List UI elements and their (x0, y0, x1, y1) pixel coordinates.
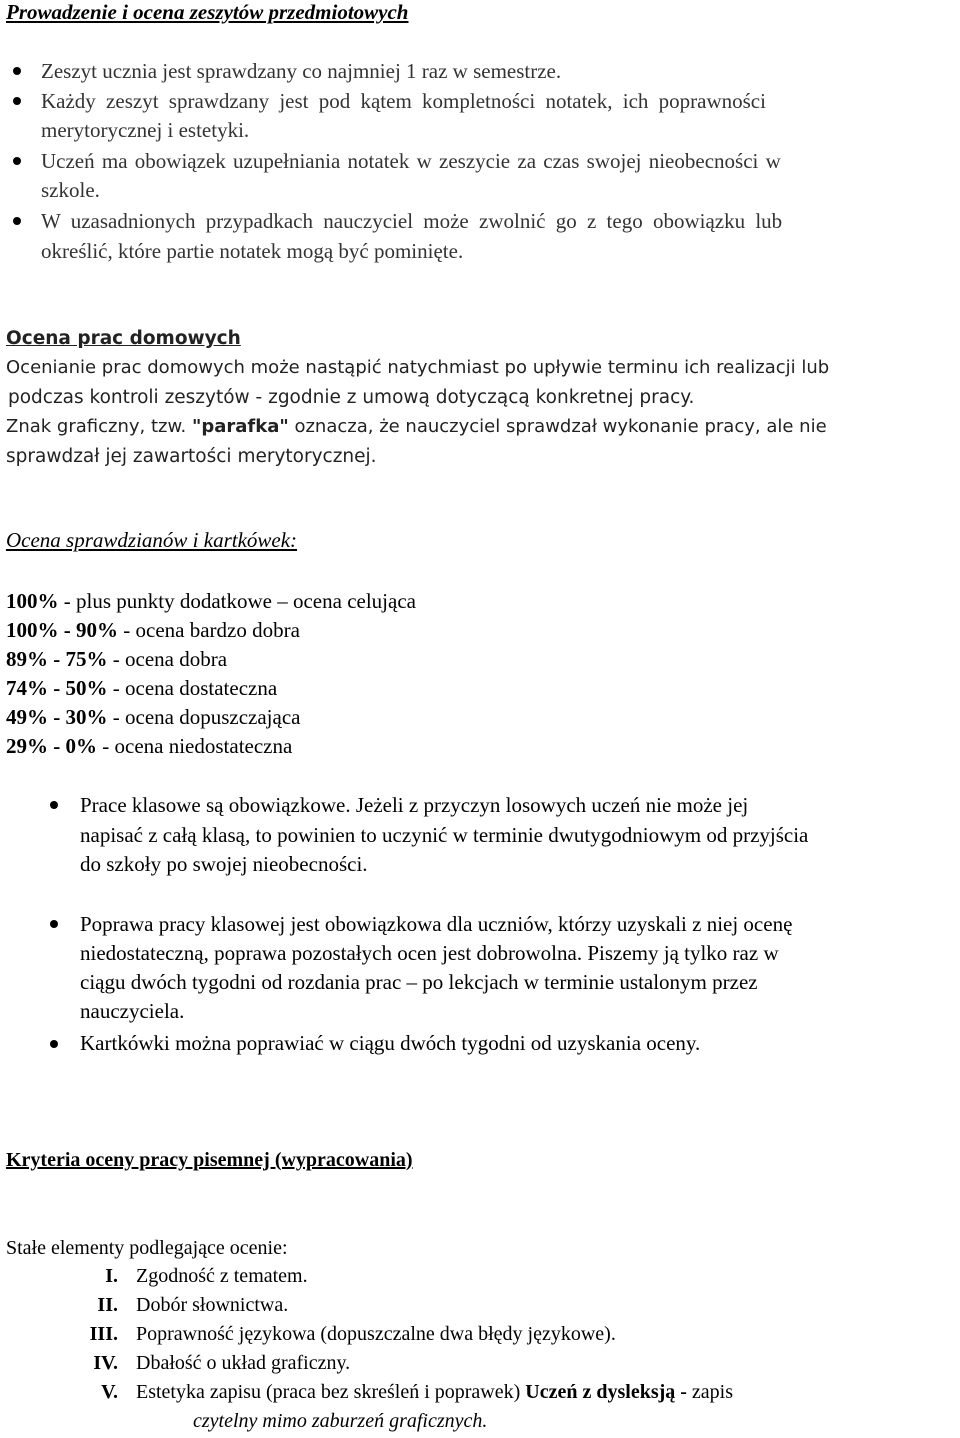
grade-row: 89% - 75% - ocena dobra (6, 647, 228, 671)
grade-row: 29% - 0% - ocena niedostateczna (6, 734, 293, 758)
section-title-sprawdziany: Ocena sprawdzianów i kartkówek: (6, 528, 298, 552)
bullet-icon (13, 97, 21, 105)
grade-row: 49% - 30% - ocena dopuszczająca (6, 705, 301, 729)
sprawdziany-line: Prace klasowe są obowiązkowe. Jeżeli z przyczyn losowych uczeń nie może jej (80, 793, 749, 817)
zeszyty-line: W uzasadnionych przypadkach nauczyciel może zwolnić go z tego obowiązku lub (41, 209, 783, 233)
sprawdziany-line: niedostateczną, poprawa pozostałych ocen jest dobrowolna. Piszemy ją tylko raz w (80, 941, 779, 965)
criterion-text: Dobór słownictwa. (136, 1294, 289, 1316)
prace-domowe-line: Znak graficzny, tzw. "parafka" oznacza, że nauczyciel sprawdzał wykonanie pracy, ale nie (6, 416, 827, 437)
criterion-number: II. (97, 1294, 118, 1316)
bullet-icon (50, 801, 58, 809)
bullet-icon (13, 217, 21, 225)
section-title-zeszyty: Prowadzenie i ocena zeszytów przedmiotowych (6, 0, 409, 24)
zeszyty-line: szkole. (41, 178, 100, 202)
bullet-icon (50, 920, 58, 928)
grade-row: 100% - plus punkty dodatkowe – ocena celująca (6, 589, 416, 613)
kryteria-intro: Stałe elementy podlegające ocenie: (6, 1237, 288, 1259)
section-title-prace-domowe: Ocena prac domowych (6, 328, 241, 349)
criterion-number: V. (101, 1381, 118, 1403)
zeszyty-line: Zeszyt ucznia jest sprawdzany co najmniej 1 raz w semestrze. (41, 59, 562, 83)
sprawdziany-line: nauczyciela. (80, 999, 185, 1023)
criterion-number: III. (89, 1323, 118, 1345)
dysleksja-continuation: czytelny mimo zaburzeń graficznych. (193, 1410, 488, 1432)
grade-row: 74% - 50% - ocena dostateczna (6, 676, 278, 700)
bullet-icon (13, 157, 21, 165)
sprawdziany-line: ciągu dwóch tygodni od rozdania prac – po lekcjach w terminie ustalonym przez (80, 970, 758, 994)
prace-domowe-line: podczas kontroli zeszytów - zgodnie z umową dotyczącą konkretnej pracy. (8, 387, 695, 408)
section-title-kryteria: Kryteria oceny pracy pisemnej (wypracowania) (6, 1149, 413, 1171)
zeszyty-line: merytorycznej i estetyki. (41, 118, 250, 142)
criterion-text: Dbałość o układ graficzny. (136, 1352, 351, 1374)
zeszyty-line: określić, które partie notatek mogą być pominięte. (41, 239, 464, 263)
grade-row: 100% - 90% - ocena bardzo dobra (6, 618, 300, 642)
sprawdziany-line: Poprawa pracy klasowej jest obowiązkowa dla uczniów, którzy uzyskali z niej ocenę (80, 912, 793, 936)
prace-domowe-line: sprawdzał jej zawartości merytorycznej. (6, 446, 377, 467)
criterion-number: I. (105, 1265, 118, 1287)
criterion-text: Zgodność z tematem. (136, 1265, 308, 1287)
parafka-term: "parafka" (191, 416, 289, 437)
sprawdziany-line: Kartkówki można poprawiać w ciągu dwóch tygodni od uzyskania oceny. (80, 1031, 701, 1055)
bullet-icon (13, 67, 21, 75)
dysleksja-note: Uczeń z dysleksją - (525, 1381, 692, 1403)
criterion-text: Estetyka zapisu (praca bez skreśleń i poprawek) Uczeń z dysleksją - zapis (136, 1381, 734, 1403)
criterion-text: Poprawność językowa (dopuszczalne dwa błędy językowe). (136, 1323, 616, 1345)
zeszyty-line: Każdy zeszyt sprawdzany jest pod kątem kompletności notatek, ich poprawności (41, 89, 766, 113)
bullet-icon (50, 1040, 58, 1048)
sprawdziany-line: napisać z całą klasą, to powinien to uczynić w terminie dwutygodniowym od przyjścia (80, 823, 809, 847)
zeszyty-line: Uczeń ma obowiązek uzupełniania notatek w zeszycie za czas swojej nieobecności w (41, 149, 781, 173)
criterion-number: IV. (93, 1352, 118, 1374)
prace-domowe-line: Ocenianie prac domowych może nastąpić natychmiast po upływie terminu ich realizacji lub (6, 357, 830, 378)
sprawdziany-line: do szkoły po swojej nieobecności. (80, 852, 368, 876)
